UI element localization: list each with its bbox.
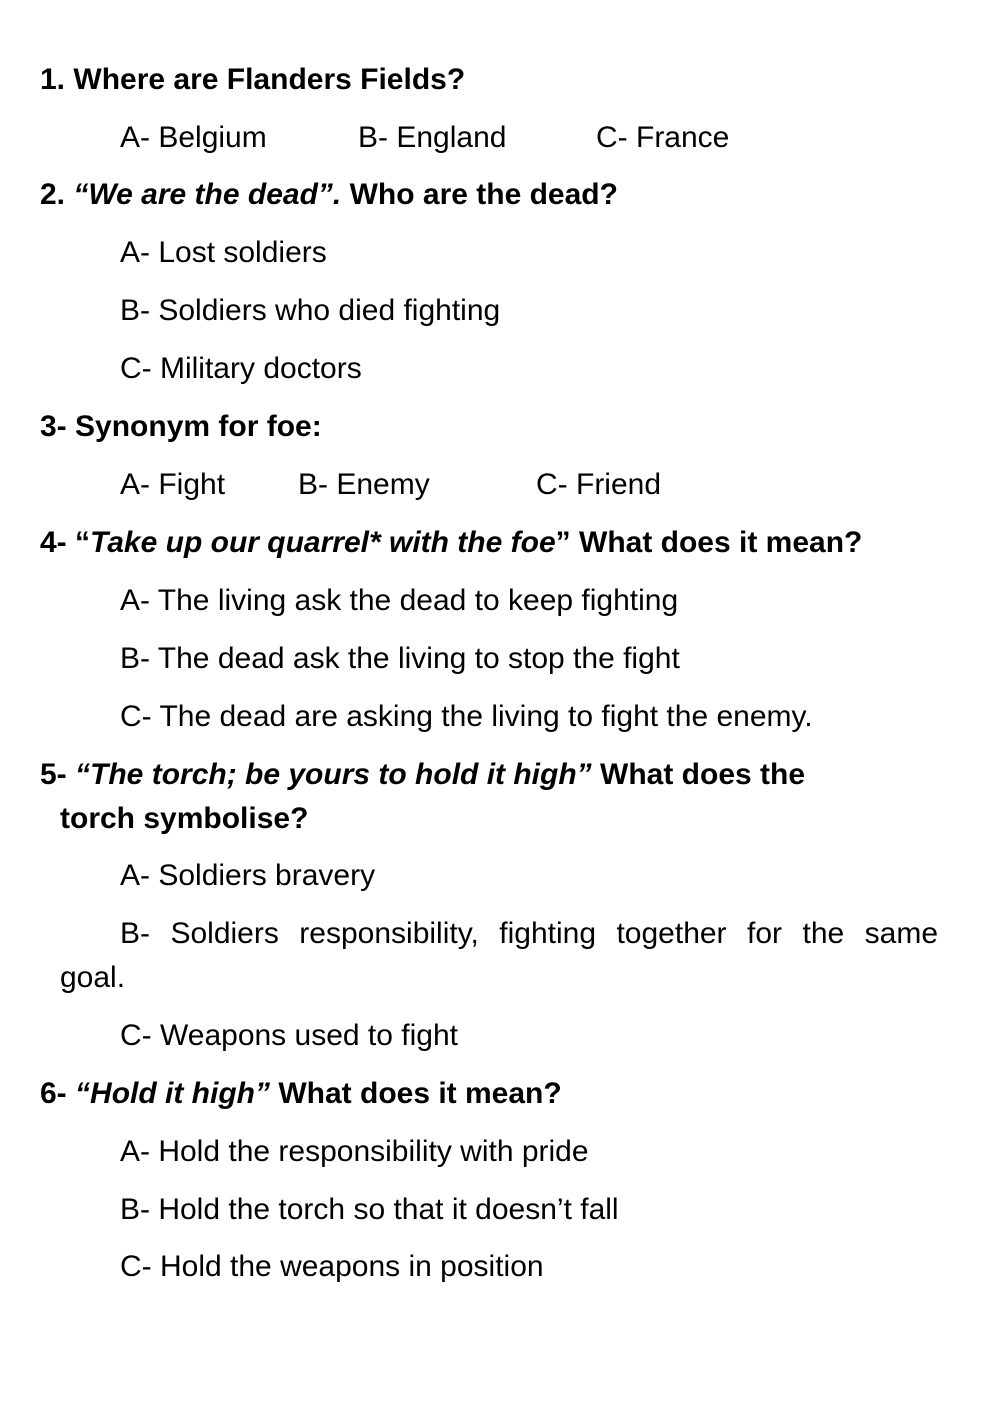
question-text-continued: torch symbolise? — [60, 802, 309, 835]
question-1 — [40, 58, 938, 102]
question-number: 4- — [40, 526, 67, 559]
option-c[interactable]: C- Hold the weapons in position — [120, 1250, 544, 1283]
question-number: 3- — [40, 410, 67, 443]
option-b[interactable] — [60, 912, 938, 1000]
option-a[interactable]: A- Belgium — [120, 121, 267, 154]
option-c[interactable]: C- Friend — [536, 468, 662, 501]
question-6 — [40, 1072, 938, 1116]
question-text: What does the — [600, 758, 806, 791]
option-a[interactable]: A- The living ask the dead to keep fighting — [120, 584, 679, 617]
question-number: 2. — [40, 178, 66, 211]
question-number: 5- — [40, 758, 67, 791]
option-b[interactable]: B- Soldiers who died fighting — [120, 294, 501, 327]
option-b-line1: B- Soldiers responsibility, fighting together for the same — [120, 917, 938, 950]
option-b[interactable]: B- The dead ask the living to stop the fight — [120, 642, 680, 675]
question-2 — [40, 173, 938, 217]
question-quote: “The torch; be yours to hold it high” — [75, 758, 592, 791]
option-a[interactable]: A- Lost soldiers — [120, 236, 327, 269]
quote-open: “ — [75, 526, 91, 559]
question-quote: Take up our quarrel* with the foe — [90, 526, 556, 559]
question-number: 6- — [40, 1077, 67, 1110]
question-5 — [40, 753, 938, 841]
question-quote: “We are the dead”. — [73, 178, 342, 211]
question-text: What does it mean? — [579, 526, 863, 559]
question-text: Who are the dead? — [349, 178, 618, 211]
option-a[interactable]: A- Soldiers bravery — [120, 859, 376, 892]
question-number: 1. — [40, 63, 66, 96]
quote-close: ” — [555, 526, 571, 559]
question-text: Synonym for foe: — [75, 410, 322, 443]
question-4 — [40, 521, 938, 565]
option-a[interactable]: A- Hold the responsibility with pride — [120, 1135, 589, 1168]
option-c[interactable]: C- France — [596, 121, 730, 154]
question-3 — [40, 405, 938, 449]
question-text: Where are Flanders Fields? — [73, 63, 466, 96]
question-quote: “Hold it high” — [75, 1077, 270, 1110]
option-b[interactable]: B- Enemy — [298, 468, 430, 501]
option-c[interactable]: C- The dead are asking the living to fight the enemy. — [120, 700, 813, 733]
option-b[interactable]: B- Hold the torch so that it doesn’t fall — [120, 1193, 619, 1226]
option-a[interactable]: A- Fight — [120, 468, 226, 501]
option-c[interactable]: C- Military doctors — [120, 352, 362, 385]
option-b[interactable]: B- England — [358, 121, 507, 154]
question-text: What does it mean? — [278, 1077, 562, 1110]
option-c[interactable]: C- Weapons used to fight — [120, 1019, 458, 1052]
option-b-line2: goal. — [60, 961, 126, 994]
